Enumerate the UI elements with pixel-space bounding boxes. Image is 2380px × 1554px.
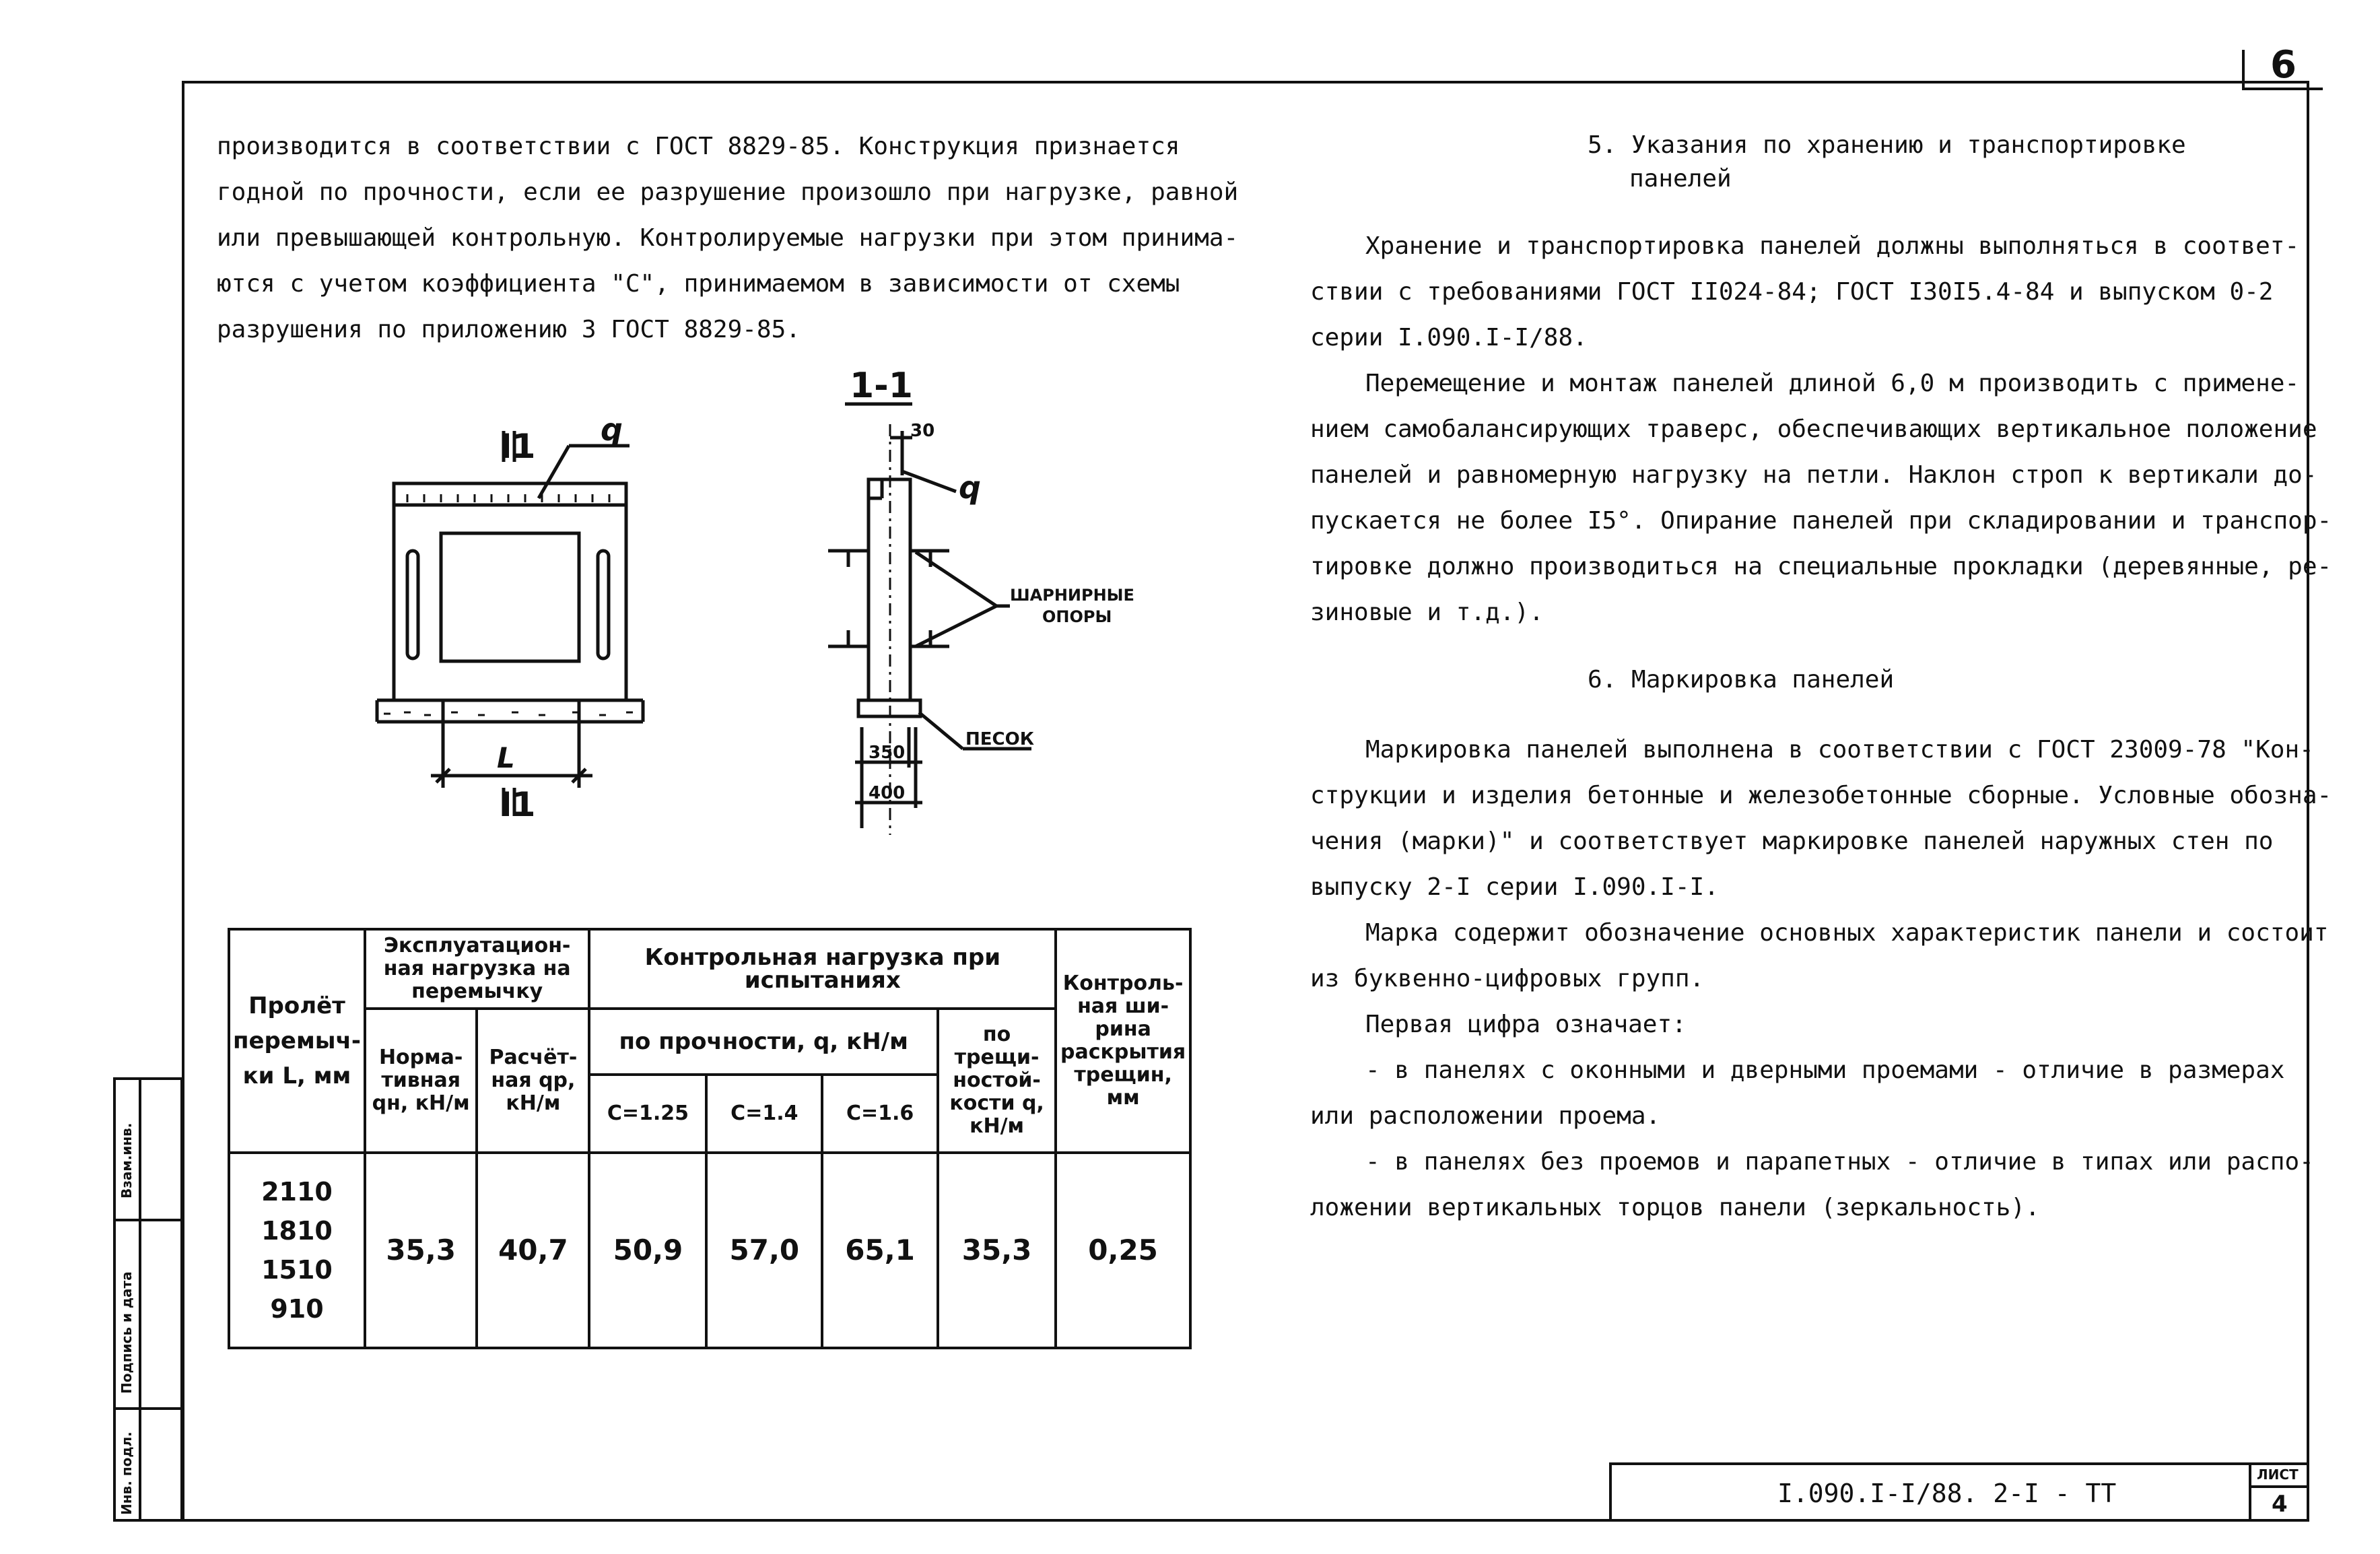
s6-line-1: Маркировка панелей выполнена в соответствии с ГОСТ 23009-78 "Кон- — [1365, 736, 2314, 764]
th-control-load: Контрольная нагрузка при испытаниях — [589, 929, 1056, 1009]
side-label-1: Инв. подл. — [118, 1431, 135, 1515]
section-5-title: 5. Указания по хранению и транспортировке — [1588, 131, 2186, 159]
section-mark: 1-1 — [850, 366, 913, 406]
left-text-line-2: годной по прочности, если ее разрушение произошло при нагрузке, равной — [217, 178, 1239, 206]
th-crack-resistance: по трещи- ностой- кости q, кН/м — [938, 1009, 1056, 1153]
span-value: 1510 — [261, 1255, 333, 1285]
sheet-box-divider — [2249, 1462, 2251, 1522]
th-span: Пролёт перемыч- ки L, мм — [229, 929, 365, 1153]
th-strength: по прочности, q, кН/м — [589, 1009, 938, 1075]
panel-front-view — [394, 483, 626, 700]
sand-label: ПЕСОК — [965, 729, 1034, 749]
load-table — [228, 928, 1192, 1349]
s6-line-5: Марка содержит обозначение основных характеристик панели и состоит — [1365, 919, 2329, 947]
th-c16: C=1.6 — [822, 1075, 938, 1153]
load-label-front: q — [601, 411, 623, 448]
td-crack-resistance: 35,3 — [938, 1153, 1056, 1348]
s5-line-8: тировке должно производиться на специальные прокладки (деревянные, ре- — [1310, 553, 2332, 580]
s6-line-7: Первая цифра означает: — [1365, 1011, 1687, 1038]
side-label-2: Подпись и дата — [118, 1271, 135, 1394]
s6-line-3: чения (марки)" и соответствует маркировке панелей наружных стен по — [1310, 827, 2274, 855]
side-label-3: Взам.инв. — [118, 1122, 135, 1198]
s5-line-3: серии I.090.I-I/88. — [1310, 324, 1588, 351]
left-text-line-3: или превышающей контрольную. Контролируемые нагрузки при этом принима- — [217, 224, 1239, 252]
s6-line-9: или расположении проема. — [1310, 1102, 1661, 1130]
td-spans — [229, 1153, 365, 1348]
th-crack-width: Контроль- ная ши- рина раскрытия трещин, мм — [1056, 929, 1190, 1153]
span-label: L — [497, 741, 515, 774]
s6-line-10: - в панелях без проемов и парапетных - отличие в типах или распо- — [1365, 1148, 2314, 1176]
dim-30: 30 — [910, 421, 935, 441]
th-service-load: Эксплуатацион- ная нагрузка на перемычку — [365, 929, 590, 1009]
s5-line-9: зиновые и т.д.). — [1310, 599, 1544, 626]
panel-opening — [441, 533, 579, 661]
hinged-supports-label-2: ОПОРЫ — [1042, 607, 1112, 626]
s6-line-4: выпуску 2-I серии I.090.I-I. — [1310, 873, 1719, 901]
td-strength-c14: 57,0 — [706, 1153, 822, 1348]
td-crack-width: 0,25 — [1056, 1153, 1190, 1348]
th-normative: Норма- тивная qн, кН/м — [365, 1009, 477, 1153]
left-text-line-1: производится в соответствии с ГОСТ 8829-85. Конструкция признается — [217, 133, 1180, 160]
cut-mark-bottom: I1 — [500, 785, 536, 824]
td-design: 40,7 — [477, 1153, 589, 1348]
th-design: Расчёт- ная qр, кН/м — [477, 1009, 589, 1153]
cut-mark-top: I1 — [500, 427, 536, 466]
sheet-label: ЛИСТ — [2257, 1466, 2299, 1483]
th-c125: C=1.25 — [589, 1075, 706, 1153]
s5-line-7: пускается не более I5°. Опирание панелей при складировании и транспор- — [1310, 507, 2332, 535]
td-strength-c125: 50,9 — [589, 1153, 706, 1348]
dim-400: 400 — [869, 783, 906, 803]
s6-line-11: ложении вертикальных торцов панели (зеркальность). — [1310, 1194, 2040, 1221]
td-normative: 35,3 — [365, 1153, 477, 1348]
th-c14: C=1.4 — [706, 1075, 822, 1153]
s5-line-4: Перемещение и монтаж панелей длиной 6,0 м производить с применe- — [1365, 370, 2300, 397]
td-strength-c16: 65,1 — [822, 1153, 938, 1348]
support-left — [407, 551, 418, 658]
hinged-supports-label: ШАРНИРНЫЕ — [1010, 586, 1134, 605]
left-text-line-5: разрушения по приложению 3 ГОСТ 8829-85. — [217, 316, 801, 343]
dim-350: 350 — [869, 743, 906, 763]
span-value: 2110 — [261, 1177, 333, 1207]
s6-line-8: - в панелях с оконными и дверными проемами - отличие в размерах — [1365, 1056, 2285, 1084]
s6-line-6: из буквенно-цифровых групп. — [1310, 965, 1705, 992]
s6-line-2: струкции и изделия бетонные и железобетонные сборные. Условные обозна- — [1310, 782, 2332, 809]
sheet-box-line — [2249, 1485, 2309, 1488]
section-6-title: 6. Маркировка панелей — [1588, 666, 1895, 694]
s5-line-1: Хранение и транспортировка панелей должны выполняться в соответ- — [1365, 232, 2300, 260]
span-value: 1810 — [261, 1216, 333, 1246]
load-label-section: q — [959, 469, 981, 506]
page-number: 6 — [2270, 43, 2297, 87]
sheet-number: 4 — [2272, 1491, 2288, 1518]
s5-line-5: нием самобалансирующих траверс, обеспечивающих вертикальное положение — [1310, 415, 2317, 443]
span-value: 910 — [270, 1294, 324, 1324]
document-code: I.090.I-I/88. 2-I - TT — [1777, 1479, 2117, 1508]
s5-line-2: ствии с требованиями ГОСТ II024-84; ГОСТ I30I5.4-84 и выпуском 0-2 — [1310, 278, 2274, 306]
section-5-title-2: панелей — [1629, 165, 1732, 193]
s5-line-6: панелей и равномерную нагрузку на петли. Наклон строп к вертикали до- — [1310, 461, 2317, 489]
support-right — [598, 551, 609, 658]
left-text-line-4: ются с учетом коэффициента "С", принимаемом в зависимости от схемы — [217, 270, 1180, 298]
